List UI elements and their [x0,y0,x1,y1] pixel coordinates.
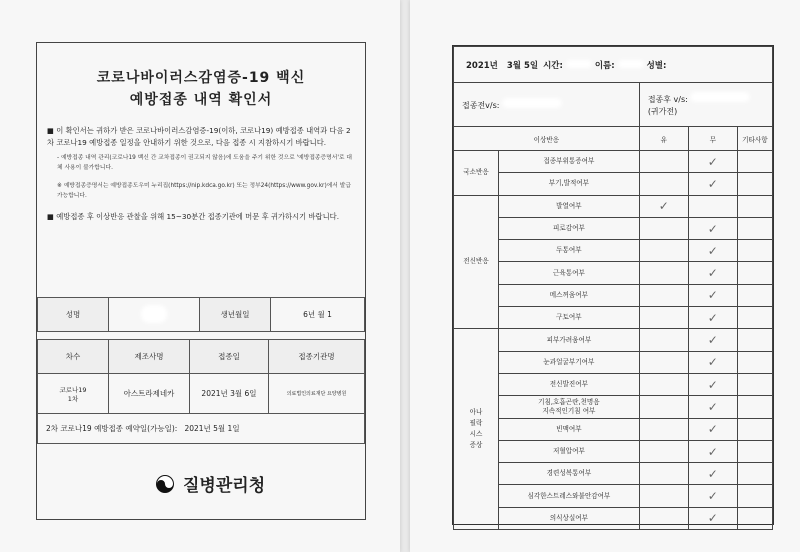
maker-value: 아스트라제네카 [109,374,190,414]
no-cell [688,418,737,440]
header-dose: 차수 [38,340,109,374]
yes-cell [639,240,688,262]
check-mark: ✓ [707,266,718,281]
no-cell [688,507,737,529]
yes-cell [639,262,688,284]
other-cell [737,307,772,329]
yes-cell [639,217,688,239]
col-yes: 유 [639,127,688,151]
check-mark: ✓ [707,355,718,370]
group-label: 아나 필락 시스 증상 [454,329,499,530]
no-cell [688,396,737,418]
reaction-item: 눈과얼굴부기여부 [499,351,640,373]
reaction-row [454,262,773,284]
title-line2: 예방접종 내역 확인서 [129,92,273,108]
header-date: 접종일 [190,340,269,374]
post-vitals-sub: (귀가전) [647,106,678,116]
no-cell [688,485,737,507]
check-mark: ✓ [707,466,718,481]
dob-value: 6년 월 1 [271,298,365,332]
reaction-item: 빈맥여부 [499,418,640,440]
yes-cell [639,351,688,373]
reaction-row [454,284,773,306]
next-appointment [38,414,365,444]
checklist-table [453,46,773,530]
agency-logo [155,471,265,496]
yes-cell [639,195,688,217]
yes-cell [639,151,688,173]
other-cell [737,329,772,351]
dose-value: 코로나19 1차 [38,374,109,414]
next-appointment-label: 2차 코로나19 예방접종 예약일(가능일): [46,424,178,433]
other-cell [737,240,772,262]
name-value-redacted [109,298,200,332]
no-cell [688,351,737,373]
other-cell [737,262,772,284]
col-no: 무 [688,127,737,151]
reaction-row [454,396,773,418]
check-mark: ✓ [707,288,718,303]
group-label: 국소반응 [454,151,499,196]
check-mark: ✓ [707,154,718,169]
yes-cell [639,373,688,395]
other-cell [737,440,772,462]
reaction-row [454,463,773,485]
yes-cell [639,173,688,195]
yes-cell [639,485,688,507]
other-cell [737,485,772,507]
other-cell [737,151,772,173]
sex-label: 성별: [646,60,667,71]
no-cell [688,240,737,262]
date-value: 2021년 3월 6일 [190,374,269,414]
other-cell [737,418,772,440]
yes-cell [639,307,688,329]
reaction-item: 기침,호흡곤란,천명음 지속적인기침 여부 [499,396,640,418]
yes-cell [639,440,688,462]
day-text: 5일 [523,60,539,71]
reaction-row [454,217,773,239]
checklist-frame [452,45,774,525]
vaccination-history-table [37,339,365,444]
intro-para1: 이 확인서는 귀하가 받은 코로나바이러스감염증-19(이하, 코로나19) 예방접종 내역과 다음 2차 코로나19 예방접종 일정을 안내하기 위한 것으로, 다음 접종 시 지참하시기 바랍니다. [47,126,351,147]
intro-note1: 예방접종 내역 관리(코로나19 백신 간 교차접종이 권고되지 않음)에 도움을 주기 위한 것으로 '예방접종증명서'로 대체 사용이 불가합니다. [57,155,352,171]
dob-label: 생년월일 [200,298,271,332]
col-other: 기타사항 [737,127,772,151]
header-org: 접종기관명 [269,340,365,374]
check-mark: ✓ [707,511,718,526]
other-cell [737,284,772,306]
name-label: 성명 [38,298,109,332]
reaction-row [454,329,773,351]
pre-vitals-label: 접종전v/s: [462,101,500,110]
no-cell [688,262,737,284]
reaction-row [454,240,773,262]
reaction-item: 근육통여부 [499,262,640,284]
intro-text: ■ 이 확인서는 귀하가 받은 코로나바이러스감염증-19(이하, 코로나19) 예방접종 내역과 다음 2차 코로나19 예방접종 일정을 안내하기 위한 것으로, 다음 접종 시 지참하시기 바랍니다. - 예방접종 내역 관리(코로나19 백신 간 교차접종이 권고되지 않음)에 도움을 주기 위한 것으로 '예방접종증명서'로 대체 사용이 불가합니다. ※ 예방접종증명서는 예방접종도우미 누리집(https://nip.kdca.go.kr) 또는 정부24(https://www.gov.kr)에서 발급 가능합니다. ■ 예방접종 후 이상반응 관찰을 위해 15~30분간 접종기관에 머문 후 귀가하시기 바랍니다. [47,126,352,221]
no-cell [688,373,737,395]
yes-cell [639,463,688,485]
taegeuk-icon [155,474,175,494]
check-mark: ✓ [707,243,718,258]
reaction-row [454,351,773,373]
next-appointment-date: 2021년 5월 1일 [184,424,240,433]
no-cell [688,307,737,329]
reaction-item: 심각한스트레스와불안감여부 [499,485,640,507]
month-text: 3월 [506,60,521,71]
reaction-item: 피부가려움여부 [499,329,640,351]
check-mark: ✓ [707,176,718,191]
col-reaction: 이상반응 [454,127,640,151]
reaction-row [454,485,773,507]
reaction-item: 발열여부 [499,195,640,217]
title-line1: 코로나바이러스감염증-19 백신 [96,70,306,86]
check-mark: ✓ [707,310,718,325]
yes-cell [639,396,688,418]
reaction-row [454,440,773,462]
yes-cell [639,418,688,440]
reaction-item: 피로감여부 [499,217,640,239]
reaction-row [454,173,773,195]
other-cell [737,351,772,373]
reaction-item: 메스꺼움여부 [499,284,640,306]
other-cell [737,217,772,239]
pre-vitals [454,83,640,127]
no-cell [688,463,737,485]
other-cell [737,507,772,529]
other-cell [737,463,772,485]
no-cell [688,440,737,462]
other-cell [737,173,772,195]
reaction-item: 전신발진여부 [499,373,640,395]
reaction-item: 의식상실여부 [499,507,640,529]
yes-cell [639,284,688,306]
year-text: 2021년 [466,60,498,71]
check-mark: ✓ [707,399,718,414]
no-cell [688,151,737,173]
other-cell [737,373,772,395]
reaction-item: 저혈압여부 [499,440,640,462]
confirmation-frame [36,42,366,520]
reaction-row [454,195,773,217]
other-cell [737,195,772,217]
group-label: 전신반응 [454,195,499,329]
check-mark: ✓ [707,422,718,437]
reaction-item: 부기,발적여부 [499,173,640,195]
reaction-row [454,151,773,173]
name-label-right: 이름: [594,60,615,71]
check-mark: ✓ [707,333,718,348]
reaction-row [454,307,773,329]
reaction-rows [454,151,773,530]
check-mark: ✓ [707,221,718,236]
intro-note2: 예방접종증명서는 예방접종도우미 누리집(https://nip.kdca.go.kr) 또는 정부24(https://www.gov.kr)에서 발급 가능합니다. [57,183,351,199]
reaction-item: 두통여부 [499,240,640,262]
reaction-item: 경련성복통여부 [499,463,640,485]
org-value: 의료법인의료재단 요양병원 [269,374,365,414]
adverse-reaction-checklist-sheet [410,0,800,552]
reaction-row [454,418,773,440]
intro-para2: 예방접종 후 이상반응 관찰을 위해 15~30분간 접종기관에 머문 후 귀가하시기 바랍니다. [56,212,340,221]
agency-name: 질병관리청 [183,476,266,496]
no-cell [688,195,737,217]
person-info-table [37,297,365,332]
check-mark: ✓ [707,489,718,504]
no-cell [688,173,737,195]
time-label: 시간: [543,60,563,71]
yes-cell [639,507,688,529]
yes-cell [639,329,688,351]
post-vitals [639,83,772,127]
check-mark: ✓ [658,199,669,214]
date-header-row [454,47,773,83]
reaction-item: 구토여부 [499,307,640,329]
check-mark: ✓ [707,444,718,459]
header-maker: 제조사명 [109,340,190,374]
reaction-row [454,507,773,529]
no-cell [688,217,737,239]
no-cell [688,284,737,306]
check-mark: ✓ [707,377,718,392]
post-vitals-label: 접종후 v/s: [647,94,688,104]
other-cell [737,396,772,418]
no-cell [688,329,737,351]
reaction-row [454,373,773,395]
reaction-item: 접종부위통증여부 [499,151,640,173]
